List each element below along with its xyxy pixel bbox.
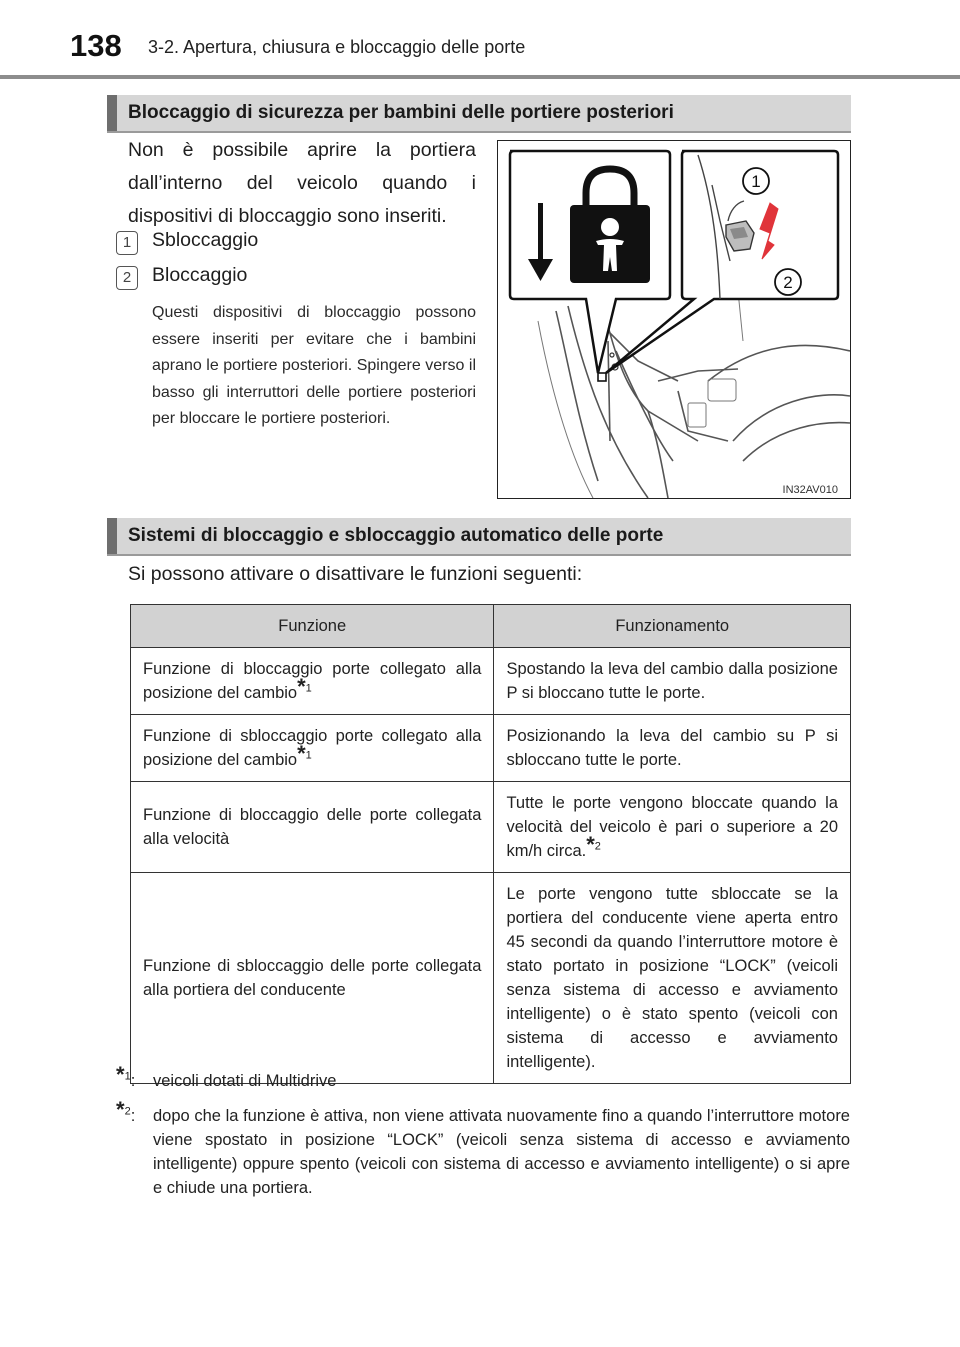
table-cell-funzione: Funzione di sbloccaggio delle porte collegata alla portiera del conducente: [131, 873, 494, 1084]
intro-paragraph: Non è possibile aprire la portiera dall’interno del veicolo quando i dispositivi di bloccaggio sono inseriti.: [128, 139, 476, 227]
callout-badge-2: [775, 269, 801, 295]
section-heading-bar: [107, 95, 117, 131]
table-header-row: [131, 605, 851, 648]
table-cell-funzionamento: Tutte le porte vengono bloccate quando la velocità del veicolo è pari o superiore a 20 km/h circa.*$^2$: [494, 782, 851, 873]
table-row: [131, 782, 851, 873]
section-heading-text: Sistemi di bloccaggio e sbloccaggio automatico delle porte: [128, 525, 664, 546]
list-item-label: Bloccaggio: [152, 264, 248, 286]
svg-text:1: 1: [751, 172, 761, 191]
section-heading-text: Bloccaggio di sicurezza per bambini delle portiere posteriori: [128, 102, 674, 123]
table-cell-funzione: Funzione di bloccaggio delle porte collegata alla velocità: [131, 782, 494, 873]
lead-sentence: Si possono attivare o disattivare le funzioni seguenti:: [128, 563, 583, 585]
column-header: Funzione: [131, 605, 494, 648]
list-item-label: Sbloccaggio: [152, 229, 259, 251]
figure-code: IN32AV010: [782, 484, 838, 496]
table-cell-funzione: Funzione di sbloccaggio porte collegato alla posizione del cambio*$^1$: [131, 715, 494, 782]
callout-number: 2: [116, 266, 138, 290]
switch-location-marker: [598, 373, 606, 381]
page-header: [0, 0, 960, 80]
table-row: [131, 715, 851, 782]
table-cell-funzione: Funzione di bloccaggio porte collegato alla posizione del cambio*$^1$: [131, 648, 494, 715]
table-cell-funzionamento: Spostando la leva del cambio dalla posizione P si bloccano tutte le porte.: [494, 648, 851, 715]
table-cell-funzionamento: Posizionando la leva del cambio su P si sbloccano tutte le porte.: [494, 715, 851, 782]
callout-number: 1: [116, 231, 138, 255]
header-rule: [0, 75, 960, 79]
functions-table: [130, 604, 851, 1084]
running-head: 3-2. Apertura, chiusura e bloccaggio delle porte: [148, 37, 526, 57]
table-row: [131, 873, 851, 1084]
section-heading-child-lock: [107, 95, 851, 133]
svg-text:2: 2: [783, 273, 793, 292]
page-number: 138: [70, 28, 122, 63]
section-heading-bar: [107, 518, 117, 554]
callout-badge-1: [743, 168, 769, 194]
table-cell-funzionamento: Le porte vengono tutte sbloccate se la portiera del conducente viene aperta entro 45 secondi da quando l’interruttore motore è stato portato in posizione “LOCK” (veicoli senza sistema di accesso e avviamento intelligente) o è stato spento (veicoli con sistema di accesso e avviamento intelligente).: [494, 873, 851, 1084]
note-paragraph: Questi dispositivi di bloccaggio possono essere inseriti per evitare che i bambini aprano le portiere posteriori. Spingere verso il basso gli interruttori delle portiere posteriori per bloccare le portiere posteriori.: [152, 304, 476, 427]
child-lock-illustration: [497, 140, 851, 499]
table-row: [131, 648, 851, 715]
door-diagram: [498, 141, 850, 498]
section-heading-auto-lock: [107, 518, 851, 556]
column-header: Funzionamento: [494, 605, 851, 648]
